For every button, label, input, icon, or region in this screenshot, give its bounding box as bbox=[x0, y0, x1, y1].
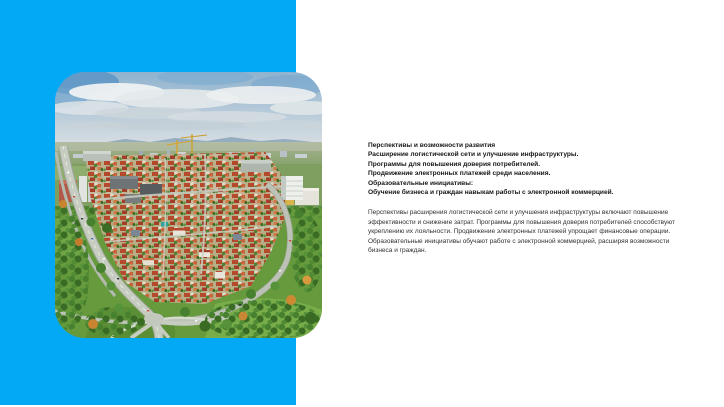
description-paragraph: Перспективы расширения логистической сети и улучшения инфраструктуры включают повышение эффективности и снижение затрат. Программы для повышения доверия потребителей способствуют укреплению их лояльности. Продвижение электронных платежей упрощает финансовые операции. Образовательные инициативы обучают работе с электронной коммерцией, расширяя возможности бизнеса и граждан. bbox=[368, 209, 675, 255]
key-point-line: Перспективы и возможности развития bbox=[368, 142, 496, 149]
key-point-line: Продвижение электронных платежей среди населения. bbox=[368, 170, 551, 178]
key-point-line: Программы для повышения доверия потребителей. bbox=[368, 160, 541, 168]
key-points-list bbox=[368, 141, 690, 197]
sky bbox=[55, 72, 322, 146]
aerial-city-illustration bbox=[55, 72, 322, 338]
content-panel bbox=[368, 141, 690, 256]
key-point-line: Образовательные инициативы: bbox=[368, 179, 474, 187]
key-point-line: Обучение бизнеса и граждан навыкам работы с электронной коммерцией. bbox=[368, 189, 614, 197]
city-photo-card bbox=[55, 72, 322, 338]
key-point-line: Расширение логистической сети и улучшение инфраструктуры. bbox=[368, 151, 579, 159]
